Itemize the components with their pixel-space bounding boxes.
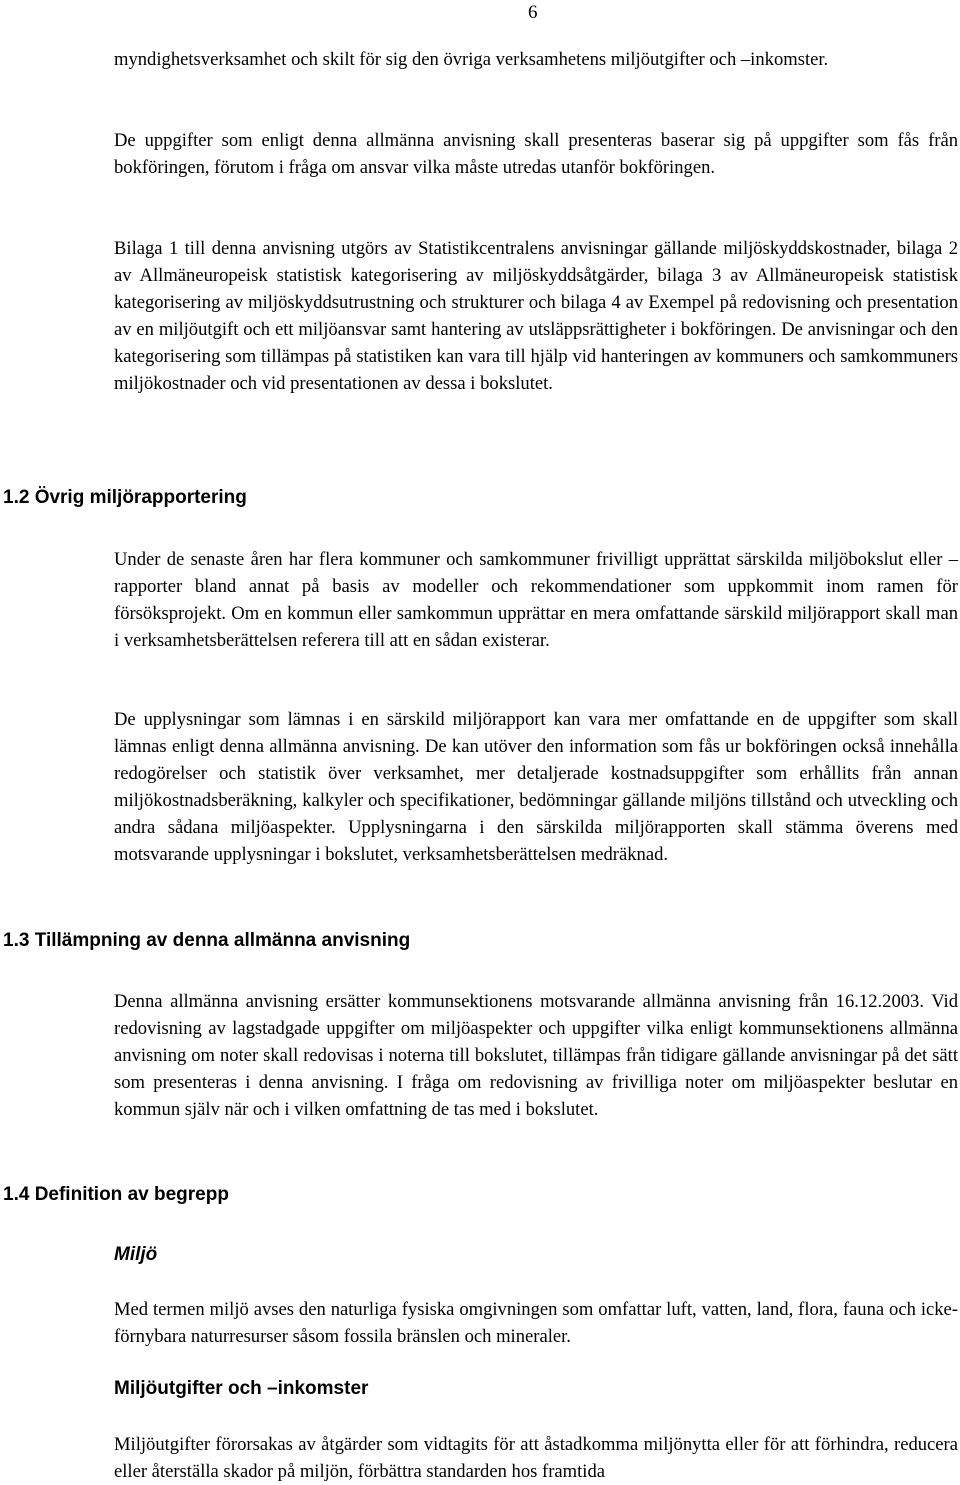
- paragraph-appendices: Bilaga 1 till denna anvisning utgörs av Statistikcentralens anvisningar gällande miljöskyddskostnader, bilaga 2 av Allmäneuropeisk statistisk kategorisering av miljöskyddsåtgärder, bilaga 3 av Allmäneuropeisk statistisk kategorisering av miljöskyddsutrustning och strukturer och bilaga 4 av Exempel på redovisning och presentation av en miljöutgift och ett miljöansvar samt hantering av utsläppsrättigheter i bokföringen. De anvisningar och den kategorisering som tillämpas på statistiken kan vara till hjälp vid hanteringen av kommuners och samkommuners miljökostnader och vid presentationen av dessa i bokslutet.: [114, 238, 958, 394]
- paragraph-report-content: De upplysningar som lämnas i en särskild miljörapport kan vara mer omfattande en de uppgifter som skall lämnas enligt denna allmänna anvisning. De kan utöver den information som fås ur bokföringen också innehålla redogörelser och statistik över verksamhet, mer detaljerade kostnadsuppgifter som erhållits från annan miljökostnadsberäkning, kalkyler och specifikationer, bedömningar gällande miljöns tillstånd och utveckling och andra sådana miljöaspekter. Upplysningarna i den särskilda miljörapporten skall stämma överens med motsvarande upplysningar i bokslutet, verksamhetsberättelsen medräknad.: [114, 709, 958, 865]
- term-heading-miljoutgifter: Miljöutgifter och –inkomster: [114, 1378, 369, 1399]
- paragraph-term-miljoutgifter: Miljöutgifter förorsakas av åtgärder som vidtagits för att åstadkomma miljönytta eller för att förhindra, reducera eller återställa skador på miljön, förbättra standarden hos framtida: [114, 1434, 958, 1482]
- paragraph-application: Denna allmänna anvisning ersätter kommunsektionens motsvarande allmänna anvisning från 16.12.2003. Vid redovisning av lagstadgade uppgifter om miljöaspekter och uppgifter vilka enligt kommunsektionens allmänna anvisning om noter skall redovisas i noterna till bokslutet, tillämpas från tidigare gällande anvisningar på det sätt som presenteras i denna anvisning. I fråga om redovisning av frivilliga noter om miljöaspekter beslutar en kommun själv när och i vilken omfattning de tas med i bokslutet.: [114, 991, 958, 1120]
- page-number: 6: [528, 2, 538, 23]
- paragraph-term-miljo: Med termen miljö avses den naturliga fysiska omgivningen som omfattar luft, vatten, land, flora, fauna och icke-förnybara naturresurser såsom fossila bränslen och mineraler.: [114, 1299, 958, 1347]
- paragraph-environmental-reports: Under de senaste åren har flera kommuner och samkommuner frivilligt upprättat särskilda miljöbokslut eller –rapporter bland annat på basis av modeller och rekommendationer som uppkommit inom ramen för försöksprojekt. Om en kommun eller samkommun upprättar en mera omfattande särskild miljörapport skall man i verksamhetsberättelsen referera till att en sådan existerar.: [114, 549, 958, 651]
- section-heading-1-3: 1.3 Tillämpning av denna allmänna anvisning: [3, 930, 411, 951]
- paragraph-intro-continuation: myndighetsverksamhet och skilt för sig den övriga verksamhetens miljöutgifter och –inkomster.: [114, 49, 829, 70]
- section-heading-1-4: 1.4 Definition av begrepp: [3, 1184, 229, 1205]
- paragraph-data-sources: De uppgifter som enligt denna allmänna anvisning skall presenteras baserar sig på uppgifter som fås från bokföringen, förutom i fråga om ansvar vilka måste utredas utanför bokföringen.: [114, 130, 958, 178]
- term-heading-miljo: Miljö: [114, 1244, 158, 1265]
- section-heading-1-2: 1.2 Övrig miljörapportering: [3, 487, 247, 508]
